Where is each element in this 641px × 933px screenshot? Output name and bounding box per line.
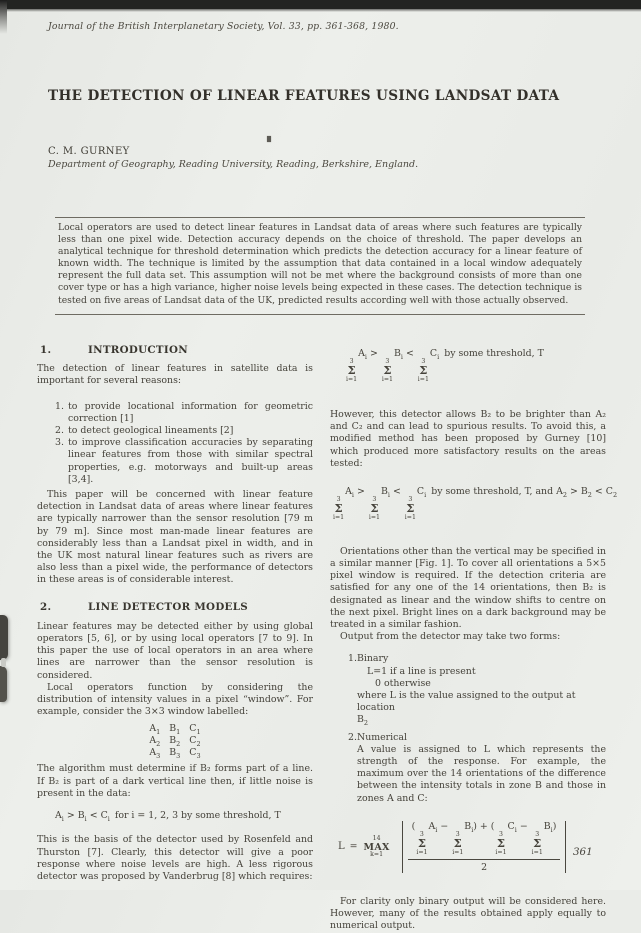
list-item-text: to improve classification accuracies by separating linear features from those with similar spectral properties, e.g. motorways and built-up areas [3,4]. (68, 437, 313, 485)
abstract-text: Local operators are used to detect linear features in Landsat data of areas where such features are typically less than one pixel wide. Detection accuracy depends on the choice of threshold. The paper develops an analytical technique for threshold determination which predicts the detection accuracy for a linear feature of known width. The technique is limited by the assumption that data contained in a local window adequately represent the full data set. This assumption will not be met where the background consists of more than one cover type or has a high variance, higher noise levels being expected in these cases. The detection technique is tested on five areas of Landsat data of the UK, predicted results according well with those actually observed. (58, 222, 582, 306)
gurney-condition-formula: 3 Σ i=1 $A_i$ > 3 Σ i=1 $B_i$ < 3 Σ i=1 $C_i$ by some threshold, T, and $A_2 > B_2 < C_2$ (333, 485, 618, 521)
vanderbrug-condition-formula: 3 Σ i=1 $A_i$ > 3 Σ i=1 $B_i$ < 3 Σ i=1 $C_i$ by some threshold, T (346, 348, 544, 383)
section-1-number: 1. (40, 344, 52, 356)
summation-sign: 3 Σ i=1 (333, 495, 345, 521)
numerical-output-heading (330, 732, 606, 744)
detector-paragraph-1: However, this detector allows B₂ to be brighter than A₂ and C₂ and can lead to spurious results. To avoid this, a modified method has been proposed by Gurney [10] which produced more satisfactory results on the areas tested: (330, 408, 606, 469)
summation-sign: 3 Σ i=1 (404, 495, 416, 521)
models-paragraph-3: The algorithm must determine if B₂ forms part of a line. If B₂ is part of a dark vertical line then, if little noise is present in the data: (37, 763, 313, 799)
binary-output-item (330, 653, 606, 726)
window-cell: $A_3$ (149, 747, 161, 761)
journal-header-line: Journal of the British Interplanetary Society, Vol. 33, pp. 361-368, 1980. (48, 21, 399, 32)
summation-sign: 3 Σ i=1 (346, 358, 358, 383)
left-column (37, 338, 313, 933)
binary-line-1: L=1 if a line is present (367, 665, 476, 677)
list-item (37, 401, 313, 425)
list-item-number: 3. (55, 437, 64, 449)
models-paragraph-2: Local operators function by considering the distribution of intensity values in a pixel “window”. For example, consider the 3×3 window labelled: (37, 681, 313, 718)
fraction-denominator: 2 (481, 861, 488, 873)
window-cell: $B_1$ (169, 723, 181, 737)
detector-paragraph-2: Orientations other than the vertical may be specified in a similar manner [Fig. 1]. To cover all orientations a 5×5 pixel window is required. If the detection criteria are satisfied for any one of the 14 orientations, then B₂ is designated as linear and the window shifts to centre on the next pixel. Bright lines on a dark background may be treated in a similar fashion. (330, 545, 606, 631)
formula-lhs: L (338, 841, 345, 853)
fraction-numerator: ( 3 Σ i=1 $A_i$ − 3 Σ i=1 $B_i$) + ( 3 Σ i=1 $C_i$ − 3 Σ i=1 $B_i$) (408, 821, 561, 860)
models-paragraph-1: Linear features may be detected either by using global operators [5, 6], or by using local operators [7 to 9]. In this paper the use of local operators in an area where lines are narrower than the sensor resolution is considered. (37, 620, 313, 681)
author-name: C. M. GURNEY (48, 146, 130, 157)
right-column (330, 338, 618, 933)
output-lead: Output from the detector may take two forms: (340, 631, 561, 643)
window-row (37, 723, 313, 735)
list-item-number: 1. (348, 653, 357, 665)
window-cell: $C_1$ (189, 723, 201, 737)
window-row (37, 735, 313, 747)
intro-paragraph: This paper will be concerned with linear feature detection in Landsat data of areas where linear features are typically narrower than the sensor resolution [79 m by 79 m]. Since most man-made linear features are considerably less than a Landsat pixel in width, and in the UK most natural linear features such as rivers are also less than a pixel wide, the performance of detectors in these areas is of considerable interest. (37, 489, 313, 586)
intro-list (37, 401, 313, 486)
list-item-number: 2. (348, 731, 357, 743)
window-cell: $A_2$ (149, 735, 161, 749)
max-operator: 14 MAX k=1 (363, 835, 390, 859)
equals-sign: = (349, 841, 358, 853)
section-2-number: 2. (40, 600, 52, 613)
window-cell: $C_3$ (189, 747, 201, 761)
summation-sign: 3 Σ i=1 (531, 830, 543, 856)
window-cell: $B_3$ (169, 747, 181, 761)
binary-line-4: $B_2$ (357, 714, 369, 728)
numerical-label: Numerical (357, 731, 407, 743)
abs-bar-right (565, 821, 566, 873)
abs-bar-left (402, 821, 403, 873)
closing-paragraph: For clarity only binary output will be considered here. However, many of the results obtained apply equally to numerical output. (330, 896, 606, 932)
list-item (37, 425, 313, 437)
binary-label: Binary (357, 653, 389, 665)
summation-sign: 3 Σ i=1 (495, 830, 507, 856)
section-2-heading (37, 601, 313, 613)
window-cell: $A_1$ (149, 723, 161, 737)
summation-sign: 3 Σ i=1 (417, 358, 429, 383)
rosenfeld-condition-formula: $A_i > B_i < C_i$ for i = 1, 2, 3 by some threshold, T (55, 810, 281, 823)
window-cell: $C_2$ (189, 735, 201, 749)
summation-sign: 3 Σ i=1 (452, 830, 464, 856)
section-1-heading (37, 344, 313, 356)
author-affiliation: Department of Geography, Reading University, Reading, Berkshire, England. (48, 159, 419, 170)
summation-sign: 3 Σ i=1 (381, 358, 393, 383)
list-item-text: to detect geological lineaments [2] (68, 425, 234, 437)
max-response-formula (338, 821, 606, 874)
window-cell: $B_2$ (169, 735, 181, 749)
section-1-title: INTRODUCTION (88, 344, 188, 356)
summation-sign: 3 Σ i=1 (416, 830, 428, 856)
page-number: 361 (573, 846, 593, 858)
pixel-window-matrix (37, 723, 313, 759)
list-item (37, 437, 313, 486)
intro-lead: The detection of linear features in satellite data is important for several reasons: (37, 363, 313, 387)
models-paragraph-4: This is the basis of the detector used by Rosenfeld and Thurston [7]. Clearly, this detector will give a poor response where noise levels are high. A less rigorous detector was proposed by Vanderbrug [8] which requires: (37, 834, 313, 882)
summation-sign: 3 Σ i=1 (368, 495, 380, 521)
list-item-number: 1. (55, 400, 64, 412)
list-item-text: to provide locational information for geometric correction [1] (68, 400, 313, 424)
numerical-output-item (330, 732, 606, 805)
list-item-number: 2. (55, 425, 64, 437)
page-title: THE DETECTION OF LINEAR FEATURES USING LANDSAT DATA (48, 88, 560, 104)
binary-line-3: where L is the value assigned to the output at location (357, 690, 576, 714)
binary-output-heading (330, 653, 606, 665)
window-row (37, 747, 313, 759)
abstract-box (55, 217, 585, 315)
binary-line-2: 0 otherwise (375, 677, 431, 689)
fraction (408, 821, 561, 874)
section-2-title: LINE DETECTOR MODELS (88, 600, 248, 613)
two-column-body (37, 338, 618, 933)
numerical-text: A value is assigned to L which represents the strength of the response. For example, the maximum over the 14 orientations of the difference between the intensity totals in zone B and those in zones A and C: (357, 743, 606, 804)
